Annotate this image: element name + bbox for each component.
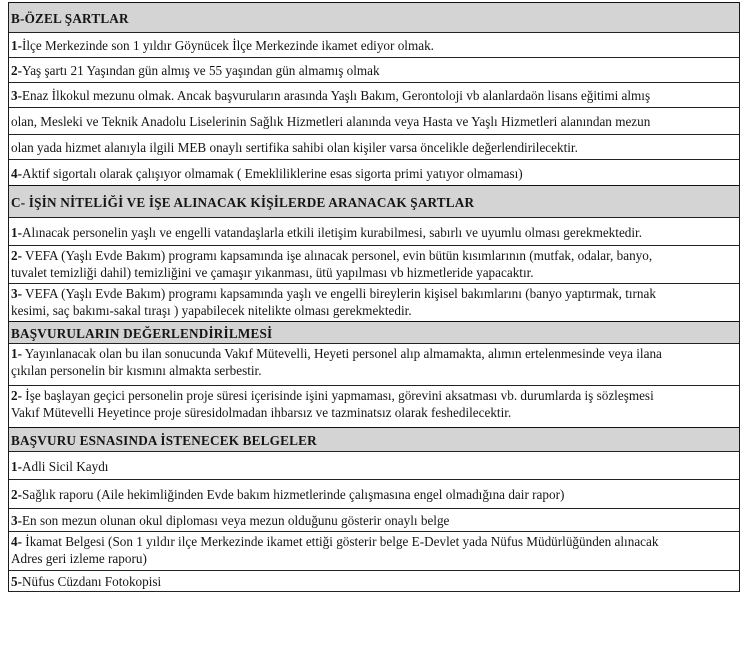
list-item-continuation bbox=[9, 107, 739, 134]
item-text: Sağlık raporu (Aile hekimliğinden Evde bakım hizmetlerinde çalışmasına engel olmadığına dair rapor) bbox=[22, 487, 565, 502]
section-heading-documents: BAŞVURU ESNASINDA İSTENECEK BELGELER bbox=[9, 427, 739, 451]
item-number: 3- bbox=[11, 88, 22, 103]
item-text: olan, Mesleki ve Teknik Anadolu Liselerinin Sağlık Hizmetleri alanında veya Hasta ve Yaşlı Hizmetleri alanından mezun bbox=[11, 114, 651, 129]
item-text: Aktif sigortalı olarak çalışıyor olmamak ( Emekliliklerine esas sigorta primi yatıyor olmaması) bbox=[22, 165, 523, 181]
list-item bbox=[9, 217, 739, 245]
item-number: 2- bbox=[11, 487, 22, 502]
section-heading-b: B-ÖZEL ŞARTLAR bbox=[9, 2, 739, 32]
item-number: 5- bbox=[11, 574, 22, 589]
item-number: 2- bbox=[11, 63, 22, 78]
item-number: 4- bbox=[11, 534, 22, 549]
list-item-continuation bbox=[9, 134, 739, 159]
item-text-line2: Vakıf Mütevelli Heyetince proje süresidolmadan ihbarsız ve tazminatsız olarak feshedilecektir. bbox=[11, 405, 512, 420]
item-number: 1- bbox=[11, 346, 22, 361]
item-text-line2: kesimi, saç bakımı-sakal tıraşı ) yapabilecek nitelikte olması gerekmektedir. bbox=[11, 303, 412, 318]
item-number: 4- bbox=[11, 165, 22, 181]
item-text: En son mezun olunan okul diploması veya mezun olduğunu gösterir onaylı belge bbox=[22, 513, 450, 528]
list-item bbox=[9, 508, 739, 531]
section-heading-c: C- İŞİN NİTELİĞİ VE İŞE ALINACAK KİŞİLERDE ARANACAK ŞARTLAR bbox=[9, 185, 739, 217]
item-text-line2: çıkılan personelin bir kısmını almakta serbestir. bbox=[11, 363, 262, 378]
item-text: VEFA (Yaşlı Evde Bakım) programı kapsamında işe alınacak personel, evin bütün kısımlarının (mutfak, odalar, banyo, bbox=[22, 248, 653, 263]
list-item bbox=[9, 451, 739, 479]
list-item bbox=[9, 531, 739, 570]
list-item bbox=[9, 283, 739, 321]
item-text: Yaş şartı 21 Yaşından gün almış ve 55 yaşından gün almamış olmak bbox=[22, 63, 380, 78]
list-item bbox=[9, 159, 739, 185]
item-text: İkamat Belgesi (Son 1 yıldır ilçe Merkezinde ikamet ettiği gösterir belge E-Devlet yada Nüfus Müdürlüğünden alınacak bbox=[22, 534, 659, 549]
item-text: Adli Sicil Kaydı bbox=[22, 458, 109, 474]
list-item bbox=[9, 57, 739, 82]
item-number: 3- bbox=[11, 286, 22, 301]
item-number: 1- bbox=[11, 224, 22, 240]
item-text: İlçe Merkezinde son 1 yıldır Göynücek İlçe Merkezinde ikamet ediyor olmak. bbox=[22, 38, 434, 53]
item-text: Nüfus Cüzdanı Fotokopisi bbox=[22, 574, 162, 589]
item-number: 3- bbox=[11, 513, 22, 528]
item-text: Enaz İlkokul mezunu olmak. Ancak başvuruların arasında Yaşlı Bakım, Gerontoloji vb alanlardaön lisans eğitimi almış bbox=[22, 88, 651, 103]
item-text-line2: tuvalet temizliği dahil) temizliğini ve çamaşır yıkanması, ütü yapılması vb hizmetleride yapacaktır. bbox=[11, 265, 534, 280]
list-item bbox=[9, 32, 739, 57]
list-item bbox=[9, 245, 739, 283]
section-heading-evaluation: BAŞVURULARIN DEĞERLENDİRİLMESİ bbox=[9, 321, 739, 343]
item-number: 1- bbox=[11, 458, 22, 474]
item-number: 2- bbox=[11, 388, 22, 403]
requirements-table bbox=[8, 2, 740, 592]
item-number: 2- bbox=[11, 248, 22, 263]
item-text: olan yada hizmet alanıyla ilgili MEB onaylı sertifika sahibi olan kişiler varsa öncelikle değerlendirilecektir. bbox=[11, 140, 578, 155]
list-item bbox=[9, 570, 739, 592]
item-number: 1- bbox=[11, 38, 22, 53]
list-item bbox=[9, 479, 739, 508]
item-text: İşe başlayan geçici personelin proje süresi içerisinde işini yapmaması, görevini aksatması vb. durumlarda iş sözleşmesi bbox=[22, 388, 654, 403]
item-text: Yayınlanacak olan bu ilan sonucunda Vakıf Mütevelli, Heyeti personel alıp almamakta, alımın ertelenmesinde veya ilana bbox=[22, 346, 662, 361]
item-text: Alınacak personelin yaşlı ve engelli vatandaşlarla etkili iletişim kurabilmesi, sabırlı ve uyumlu olması gerekmektedir. bbox=[22, 224, 643, 240]
list-item bbox=[9, 343, 739, 385]
list-item bbox=[9, 385, 739, 427]
item-text-line2: Adres geri izleme raporu) bbox=[11, 551, 147, 566]
item-text: VEFA (Yaşlı Evde Bakım) programı kapsamında yaşlı ve engelli bireylerin kişisel bakımlarını (banyo yaptırmak, tırnak bbox=[22, 286, 656, 301]
list-item bbox=[9, 82, 739, 107]
